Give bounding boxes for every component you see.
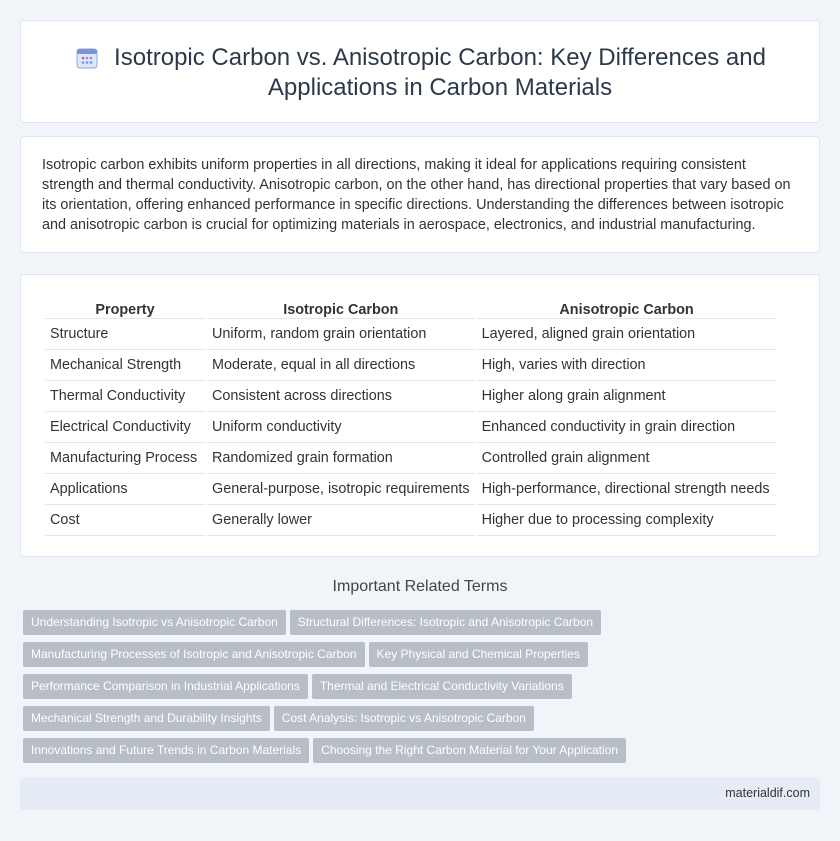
related-term-link[interactable]: Thermal and Electrical Conductivity Variations bbox=[312, 674, 572, 699]
intro-card bbox=[20, 136, 820, 253]
site-name-link[interactable]: materialdif.com bbox=[725, 786, 810, 800]
related-term-link[interactable]: Innovations and Future Trends in Carbon Materials bbox=[23, 738, 309, 763]
table-row bbox=[45, 505, 777, 536]
table-row bbox=[45, 319, 777, 350]
table-row bbox=[45, 381, 777, 412]
table-cell: Consistent across directions bbox=[207, 381, 475, 412]
related-terms-heading: Important Related Terms bbox=[332, 578, 508, 595]
table-cell: High, varies with direction bbox=[477, 350, 777, 381]
table-header-row bbox=[45, 295, 777, 319]
table-cell: General-purpose, isotropic requirements bbox=[207, 474, 475, 505]
table-cell: Thermal Conductivity bbox=[45, 381, 205, 412]
related-term-link[interactable]: Manufacturing Processes of Isotropic and Anisotropic Carbon bbox=[23, 642, 365, 667]
table-cell: Randomized grain formation bbox=[207, 443, 475, 474]
table-cell: Applications bbox=[45, 474, 205, 505]
related-term-link[interactable]: Cost Analysis: Isotropic vs Anisotropic Carbon bbox=[274, 706, 534, 731]
table-cell: Higher along grain alignment bbox=[477, 381, 777, 412]
column-header: Anisotropic Carbon bbox=[477, 295, 777, 319]
related-term-link[interactable]: Structural Differences: Isotropic and Anisotropic Carbon bbox=[290, 610, 601, 635]
page-title: Isotropic Carbon vs. Anisotropic Carbon: Key Differences and Applications in Carbon Materials bbox=[114, 44, 766, 101]
table-cell: Uniform, random grain orientation bbox=[207, 319, 475, 350]
table-row bbox=[45, 412, 777, 443]
table-cell: Enhanced conductivity in grain direction bbox=[477, 412, 777, 443]
table-cell: Structure bbox=[45, 319, 205, 350]
table-cell: Uniform conductivity bbox=[207, 412, 475, 443]
related-term-link[interactable]: Performance Comparison in Industrial Applications bbox=[23, 674, 308, 699]
related-term-link[interactable]: Choosing the Right Carbon Material for Your Application bbox=[313, 738, 626, 763]
table-row bbox=[45, 443, 777, 474]
related-term-link[interactable]: Mechanical Strength and Durability Insights bbox=[23, 706, 270, 731]
table-cell: Controlled grain alignment bbox=[477, 443, 777, 474]
table-cell: High-performance, directional strength needs bbox=[477, 474, 777, 505]
comparison-card bbox=[20, 274, 820, 557]
table-cell: Higher due to processing complexity bbox=[477, 505, 777, 536]
table-cell: Generally lower bbox=[207, 505, 475, 536]
table-cell: Electrical Conductivity bbox=[45, 412, 205, 443]
table-cell: Mechanical Strength bbox=[45, 350, 205, 381]
column-header: Property bbox=[45, 295, 205, 319]
table-row bbox=[45, 474, 777, 505]
related-term-link[interactable]: Understanding Isotropic vs Anisotropic Carbon bbox=[23, 610, 286, 635]
comparison-table bbox=[43, 295, 779, 536]
table-cell: Cost bbox=[45, 505, 205, 536]
table-cell: Moderate, equal in all directions bbox=[207, 350, 475, 381]
footer bbox=[20, 777, 820, 810]
column-header: Isotropic Carbon bbox=[207, 295, 475, 319]
intro-paragraph: Isotropic carbon exhibits uniform properties in all directions, making it ideal for applications requiring consistent strength and thermal conductivity. Anisotropic carbon, on the other hand, has directional properties that vary based on its orientation, offering enhanced performance in specific directions. Understanding the differences between isotropic and anisotropic carbon is crucial for optimizing materials in aerospace, electronics, and industrial manufacturing. bbox=[42, 157, 791, 233]
table-row bbox=[45, 350, 777, 381]
table-cell: Manufacturing Process bbox=[45, 443, 205, 474]
title-card bbox=[20, 20, 820, 123]
related-terms-list bbox=[23, 610, 813, 770]
related-term-link[interactable]: Key Physical and Chemical Properties bbox=[369, 642, 588, 667]
table-cell: Layered, aligned grain orientation bbox=[477, 319, 777, 350]
